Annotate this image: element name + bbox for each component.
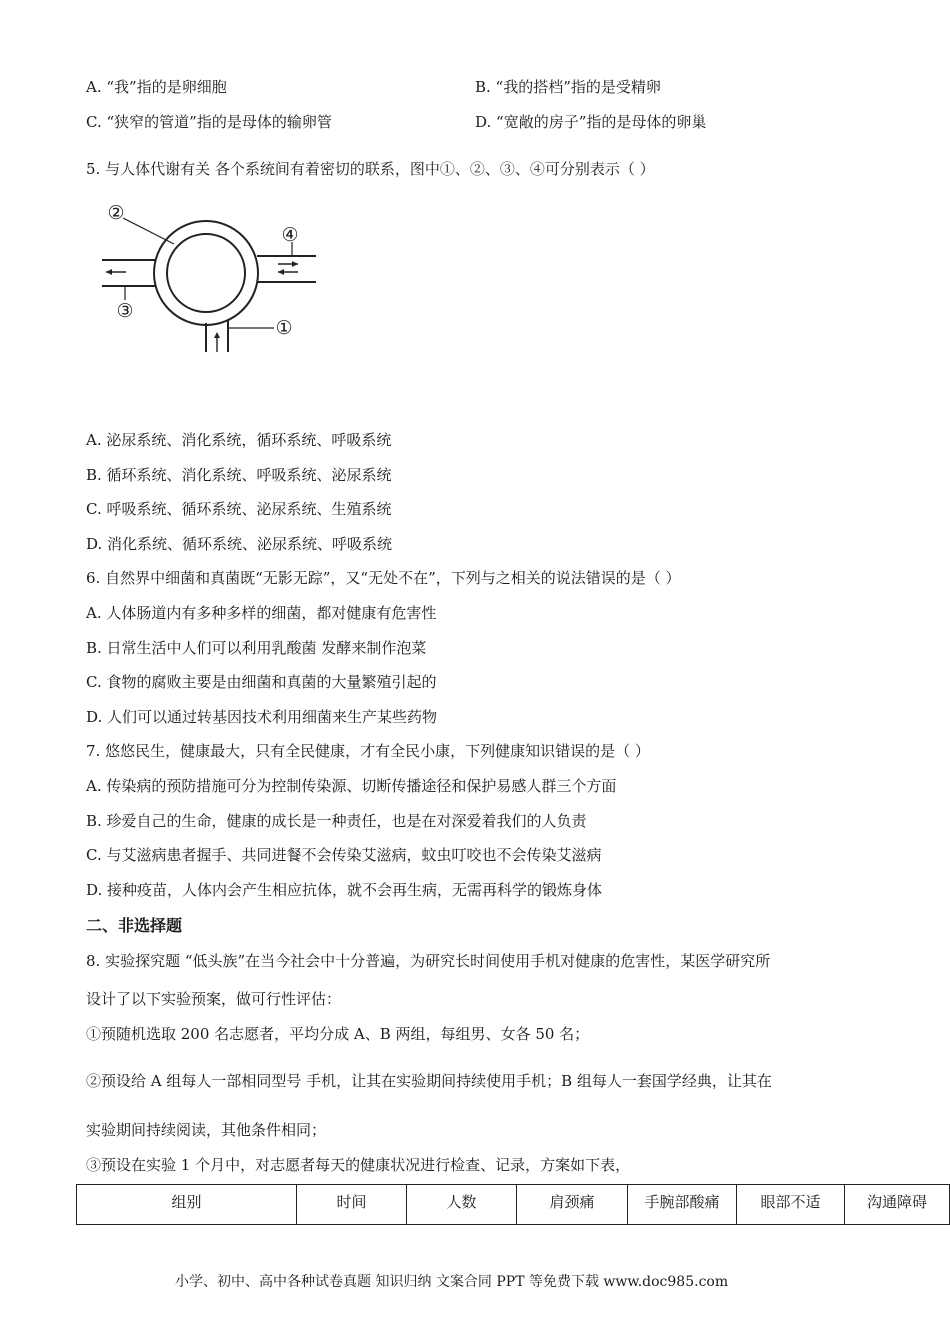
q8-intro-line1: 8. 实验探究题 “低头族”在当今社会中十分普遍，为研究长时间使用手机对健康的危害性，某医学研究所 <box>86 952 771 970</box>
q4-option-b: B. “我的搭档”指的是受精卵 <box>475 78 661 96</box>
q7-option-a: A. 传染病的预防措施可分为控制传染源、切断传播途径和保护易感人群三个方面 <box>86 777 617 795</box>
q6-stem: 6. 自然界中细菌和真菌既“无影无踪”，又“无处不在”，下列与之相关的说法错误的是（ ） <box>86 569 681 587</box>
table-header-row <box>77 1185 950 1225</box>
q8-plan-table <box>76 1184 950 1225</box>
q4-option-a: A. “我”指的是卵细胞 <box>86 78 227 96</box>
table-header-cell: 肩颈痛 <box>517 1185 628 1225</box>
q7-option-c: C. 与艾滋病患者握手、共同进餐不会传染艾滋病，蚊虫叮咬也不会传染艾滋病 <box>86 846 602 864</box>
q8-step-2-line1: ②预设给 A 组每人一部相同型号 手机，让其在实验期间持续使用手机；B 组每人一套国学经典，让其在 <box>86 1072 772 1090</box>
q8-step-2-line2: 实验期间持续阅读，其他条件相同； <box>86 1121 327 1139</box>
table-header-cell: 手腕部酸痛 <box>628 1185 737 1225</box>
label-4: ④ <box>281 224 299 246</box>
table-header-cell: 时间 <box>297 1185 407 1225</box>
table-header-cell: 沟通障碍 <box>845 1185 950 1225</box>
q4-option-c: C. “狭窄的管道”指的是母体的输卵管 <box>86 113 332 131</box>
inner-ring <box>167 234 245 312</box>
q8-intro-line2: 设计了以下实验预案，做可行性评估： <box>86 990 342 1008</box>
label-2: ② <box>107 202 125 224</box>
q6-option-c: C. 食物的腐败主要是由细菌和真菌的大量繁殖引起的 <box>86 673 437 691</box>
table-header-cell: 人数 <box>407 1185 517 1225</box>
bottom-arrow <box>214 332 220 352</box>
q5-system-diagram <box>90 196 330 362</box>
label-3: ③ <box>116 300 134 322</box>
q5-option-d: D. 消化系统、循环系统、泌尿系统、呼吸系统 <box>86 535 393 553</box>
section-heading: 二、非选择题 <box>86 916 183 935</box>
left-arrow <box>106 269 126 275</box>
q7-stem: 7. 悠悠民生，健康最大，只有全民健康，才有全民小康，下列健康知识错误的是（ ） <box>86 742 650 760</box>
table-header-cell: 组别 <box>77 1185 297 1225</box>
q6-option-b: B. 日常生活中人们可以利用乳酸菌 发酵来制作泡菜 <box>86 639 427 657</box>
q7-option-d: D. 接种疫苗，人体内会产生相应抗体，就不会再生病，无需再科学的锻炼身体 <box>86 881 603 899</box>
q7-option-b: B. 珍爱自己的生命，健康的成长是一种责任，也是在对深爱着我们的人负责 <box>86 812 587 830</box>
q5-option-a: A. 泌尿系统、消化系统，循环系统、呼吸系统 <box>86 431 392 449</box>
right-exchange-arrows <box>278 261 298 275</box>
q5-option-b: B. 循环系统、消化系统、呼吸系统、泌尿系统 <box>86 466 392 484</box>
page-footer: 小学、初中、高中各种试卷真题 知识归纳 文案合同 PPT 等免费下载 www.doc985.com <box>175 1274 729 1290</box>
q5-stem: 5. 与人体代谢有关 各个系统间有着密切的联系，图中①、②、③、④可分别表示（ ） <box>86 160 655 178</box>
q6-option-d: D. 人们可以通过转基因技术利用细菌来生产某些药物 <box>86 708 438 726</box>
q8-step-1: ①预随机选取 200 名志愿者，平均分成 A、B 两组，每组男、女各 50 名； <box>86 1025 590 1043</box>
table-header-cell: 眼部不适 <box>737 1185 845 1225</box>
q4-option-d: D. “宽敞的房子”指的是母体的卵巢 <box>475 113 707 131</box>
outer-ring <box>154 221 258 325</box>
q5-option-c: C. 呼吸系统、循环系统、泌尿系统、生殖系统 <box>86 500 392 518</box>
q6-option-a: A. 人体肠道内有多种多样的细菌，都对健康有危害性 <box>86 604 437 622</box>
q8-step-3: ③预设在实验 1 个月中，对志愿者每天的健康状况进行检查、记录，方案如下表， <box>86 1156 631 1174</box>
label-1: ① <box>275 317 293 339</box>
